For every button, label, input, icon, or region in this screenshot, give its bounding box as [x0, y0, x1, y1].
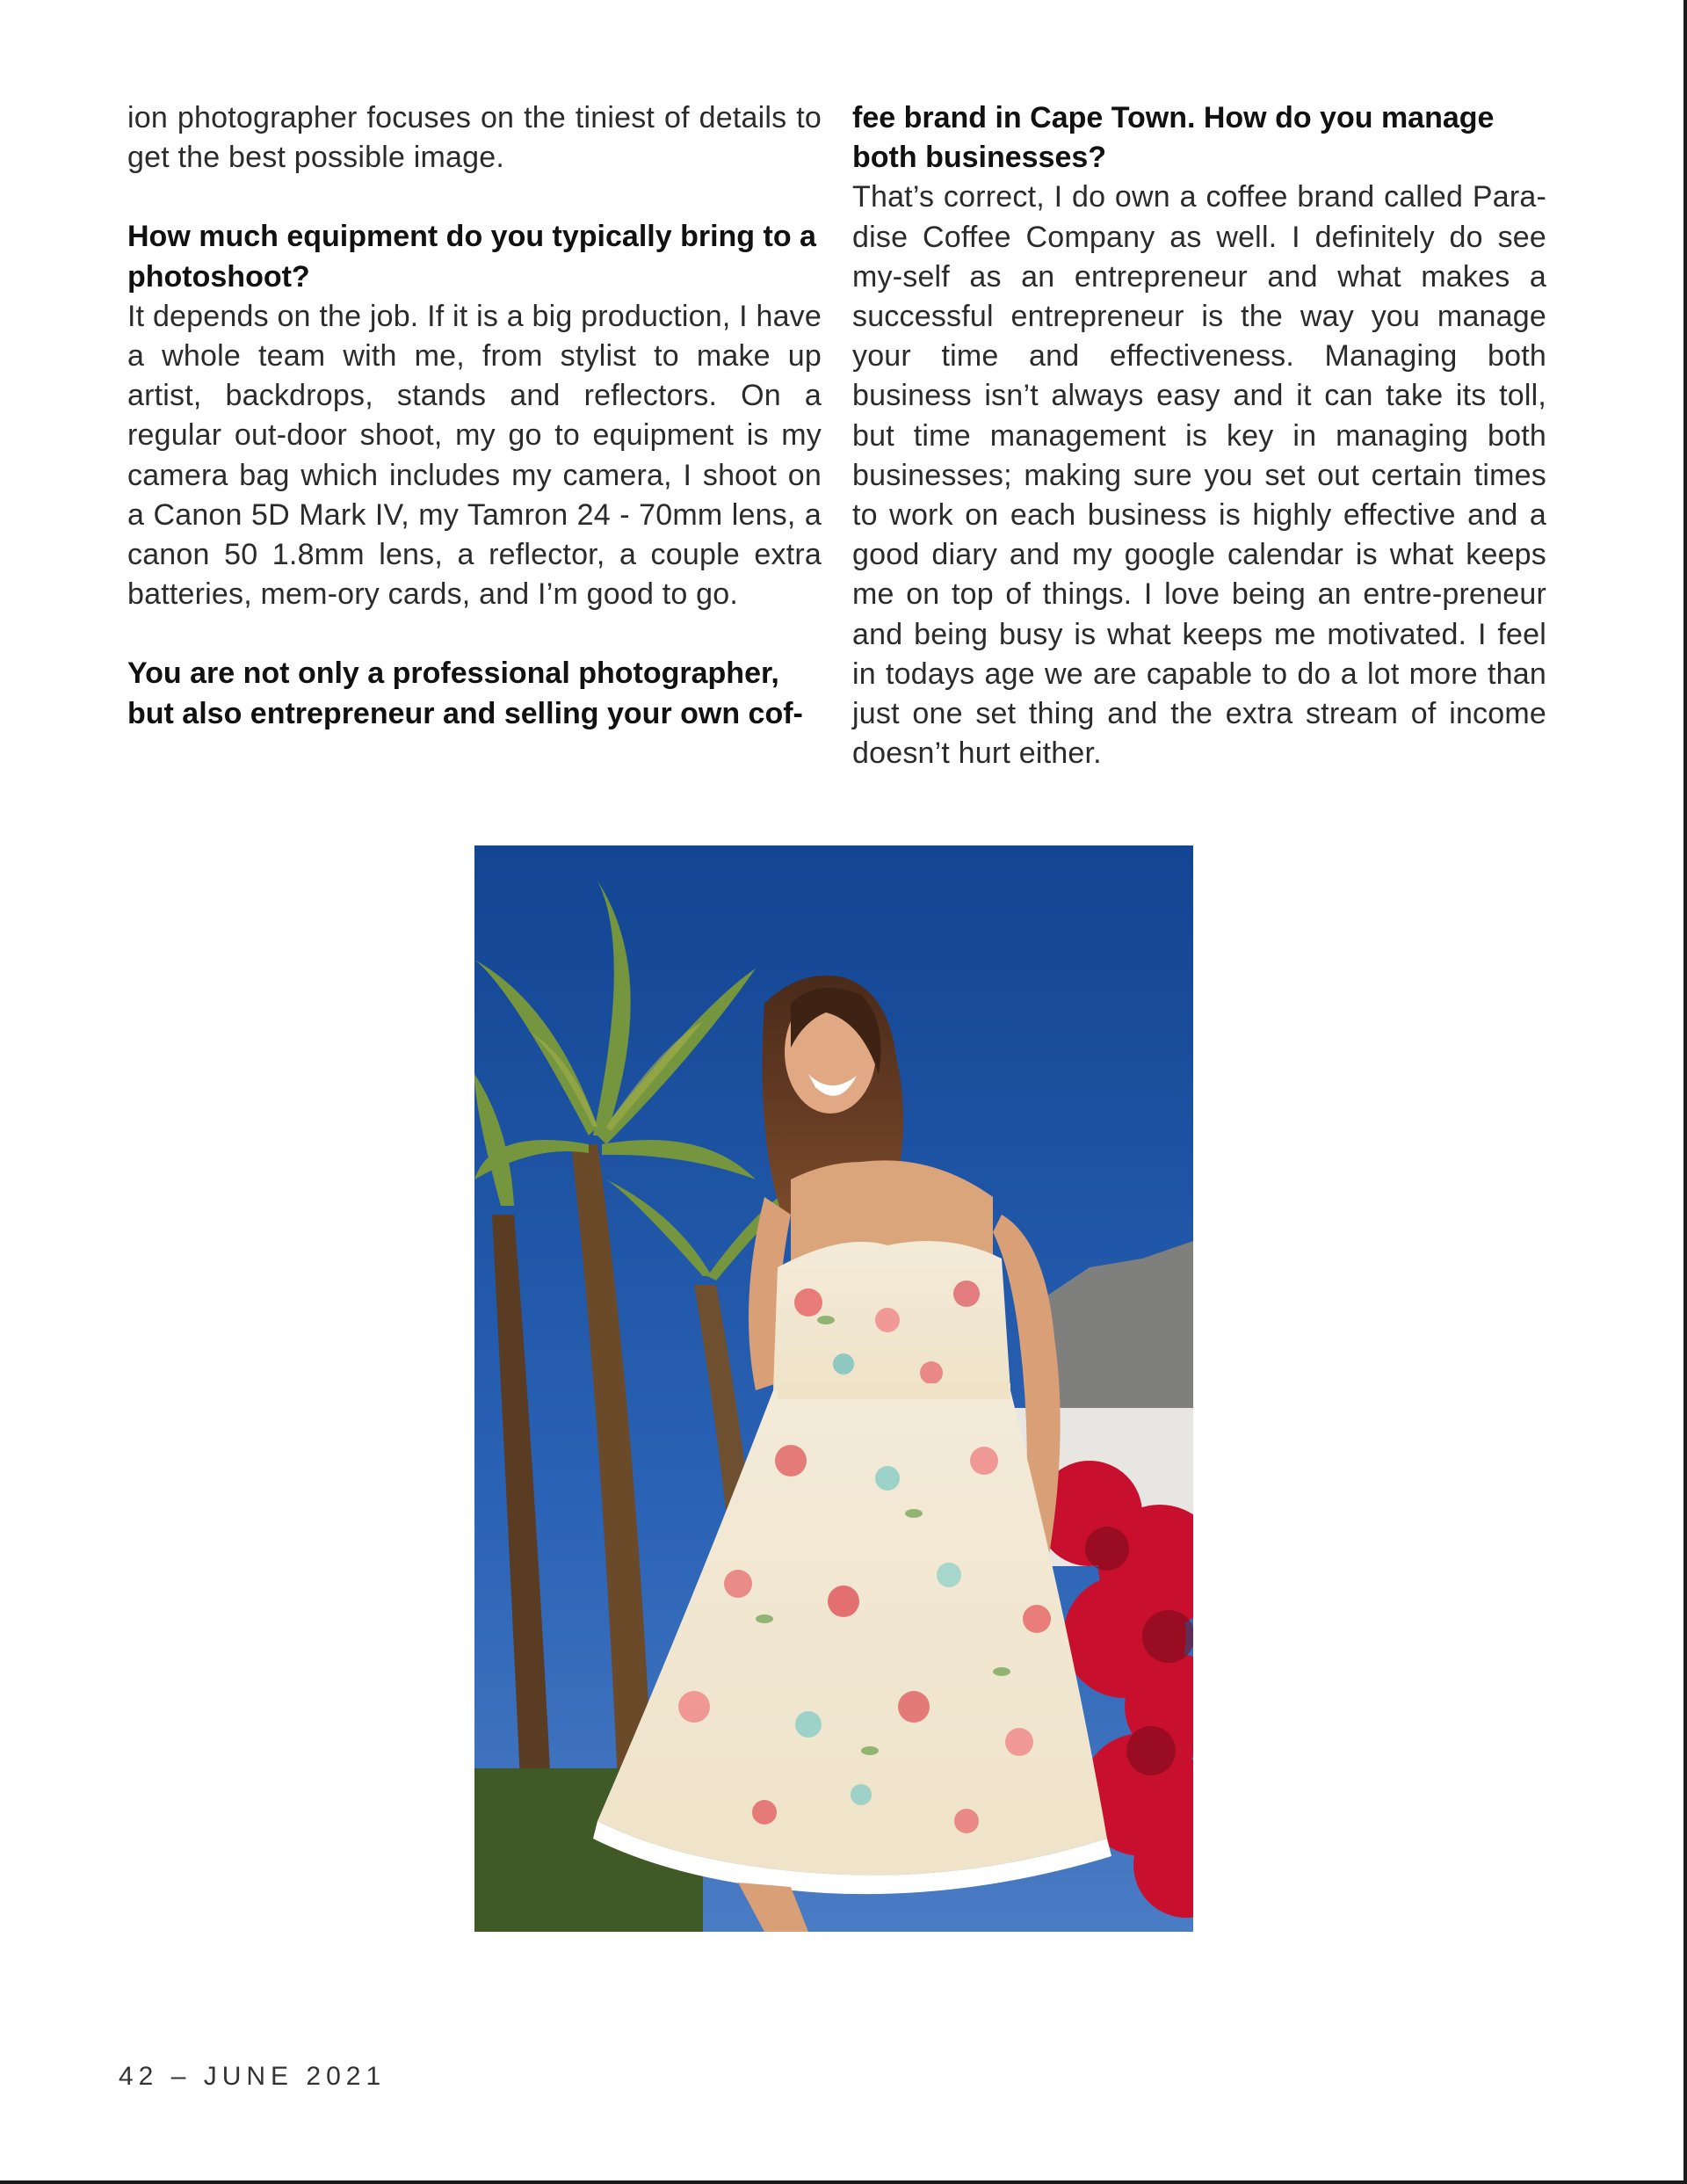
right-column	[852, 98, 1546, 773]
intro-paragraph: ion photographer focuses on the tiniest of details to get the best possible image.	[127, 101, 822, 175]
page-folio: 42 – JUNE 2021	[119, 2062, 387, 2091]
left-column	[127, 98, 822, 734]
page-edge-bottom	[0, 2180, 1687, 2184]
paragraph-gap	[127, 614, 822, 654]
portrait-photo	[474, 845, 1193, 1932]
question-entrepreneur-start: You are not only a professional photographer, but also entrepreneur and selling your own cof-	[127, 657, 803, 730]
page-edge-right	[1683, 0, 1687, 2184]
answer-entrepreneur: That’s correct, I do own a coffee brand called Para-dise Coffee Company as well. I definitely do see my-self as an entrepreneur and what makes a successful entrepreneur is the way you manage your time and effectiveness. Managing both business isn’t always easy and it can take its toll, but time management is key in managing both businesses; making sure you set out certain times to work on each business is highly effective and a good diary and my google calendar is what keeps me on top of things. I love being an entre-preneur and being busy is what keeps me motivated. I feel in todays age we are capable to do a lot more than just one set thing and the extra stream of income doesn’t hurt either.	[852, 180, 1546, 771]
question-entrepreneur-end: fee brand in Cape Town. How do you manage both businesses?	[852, 101, 1495, 175]
photo-illustration	[474, 845, 1193, 1932]
answer-equipment: It depends on the job. If it is a big production, I have a whole team with me, from stylist to make up artist, backdrops, stands and reflectors. On a regular out-door shoot, my go to equipment is my camera bag which includes my camera, I shoot on a Canon 5D Mark IV, my Tamron 24 - 70mm lens, a canon 50 1.8mm lens, a reflector, a couple extra batteries, mem-ory cards, and I’m good to go.	[127, 299, 822, 612]
question-equipment: How much equipment do you typically bring to a photoshoot?	[127, 220, 816, 294]
paragraph-gap	[127, 178, 822, 217]
